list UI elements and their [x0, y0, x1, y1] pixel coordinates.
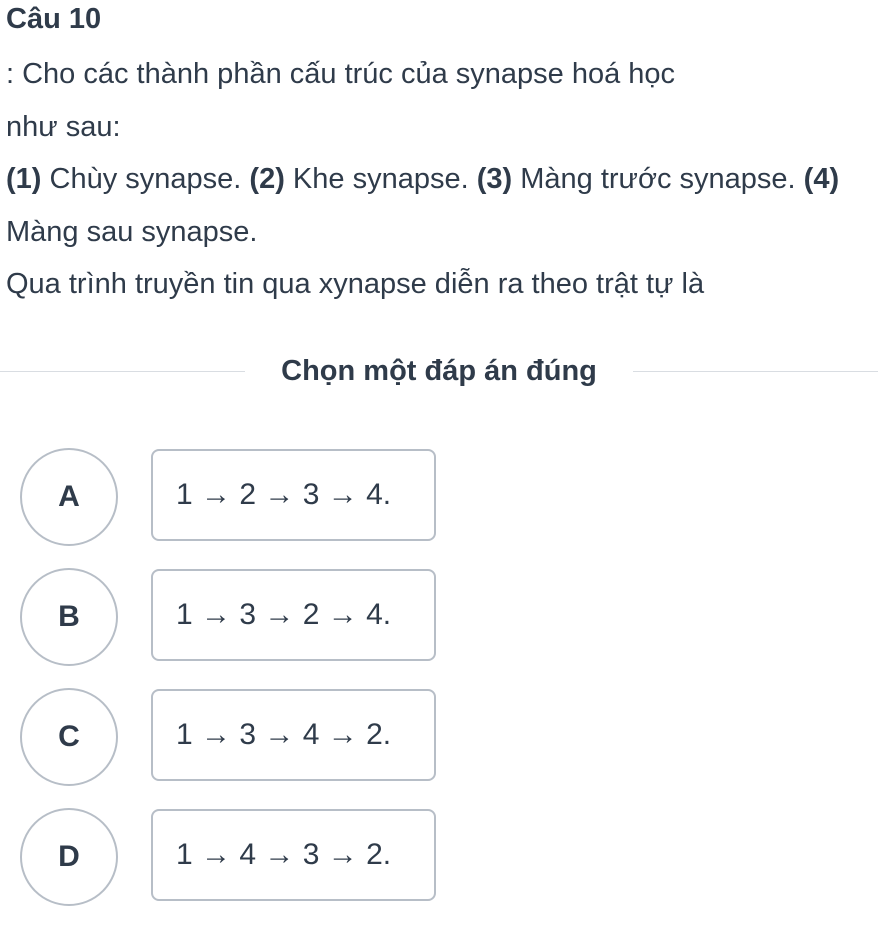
option-a-answer-box[interactable]: 1 → 2 → 3 → 4.	[151, 449, 436, 541]
option-c-letter-button[interactable]: C	[20, 688, 118, 786]
question-number: Câu 10	[6, 3, 102, 35]
component-1-text: Chùy synapse.	[41, 163, 250, 195]
component-3-number: (3)	[476, 163, 513, 195]
question-components	[6, 153, 866, 258]
component-4-number: (4)	[803, 163, 840, 195]
option-c-answer-box[interactable]: 1 → 3 → 4 → 2.	[151, 689, 436, 781]
question-stem-line1: : Cho các thành phần cấu trúc của synapse hoá học	[6, 58, 676, 90]
component-3-text: Màng trước synapse.	[512, 163, 804, 195]
option-c[interactable]	[20, 688, 440, 786]
option-d-letter-button[interactable]: D	[20, 808, 118, 906]
option-a-letter-button[interactable]: A	[20, 448, 118, 546]
component-1-number: (1)	[6, 163, 42, 195]
question-stem-line2: như sau:	[6, 110, 121, 143]
question-body	[6, 48, 866, 311]
instruction-divider	[0, 346, 878, 396]
component-2-text: Khe synapse.	[284, 163, 477, 195]
option-d-answer-box[interactable]: 1 → 4 → 3 → 2.	[151, 809, 436, 901]
component-2-number: (2)	[249, 163, 285, 195]
option-d[interactable]	[20, 808, 440, 906]
component-4-text: Màng sau synapse.	[6, 215, 258, 248]
question-prompt: Qua trình truyền tin qua xynapse diễn ra theo trật tự là	[6, 268, 705, 300]
divider-line-left	[0, 371, 245, 372]
option-b-letter-button[interactable]: B	[20, 568, 118, 666]
divider-line-right	[633, 371, 878, 372]
option-a[interactable]	[20, 448, 440, 546]
instruction-label: Chọn một đáp án đúng	[281, 354, 597, 387]
option-b-answer-box[interactable]: 1 → 3 → 2 → 4.	[151, 569, 436, 661]
option-b[interactable]	[20, 568, 440, 666]
